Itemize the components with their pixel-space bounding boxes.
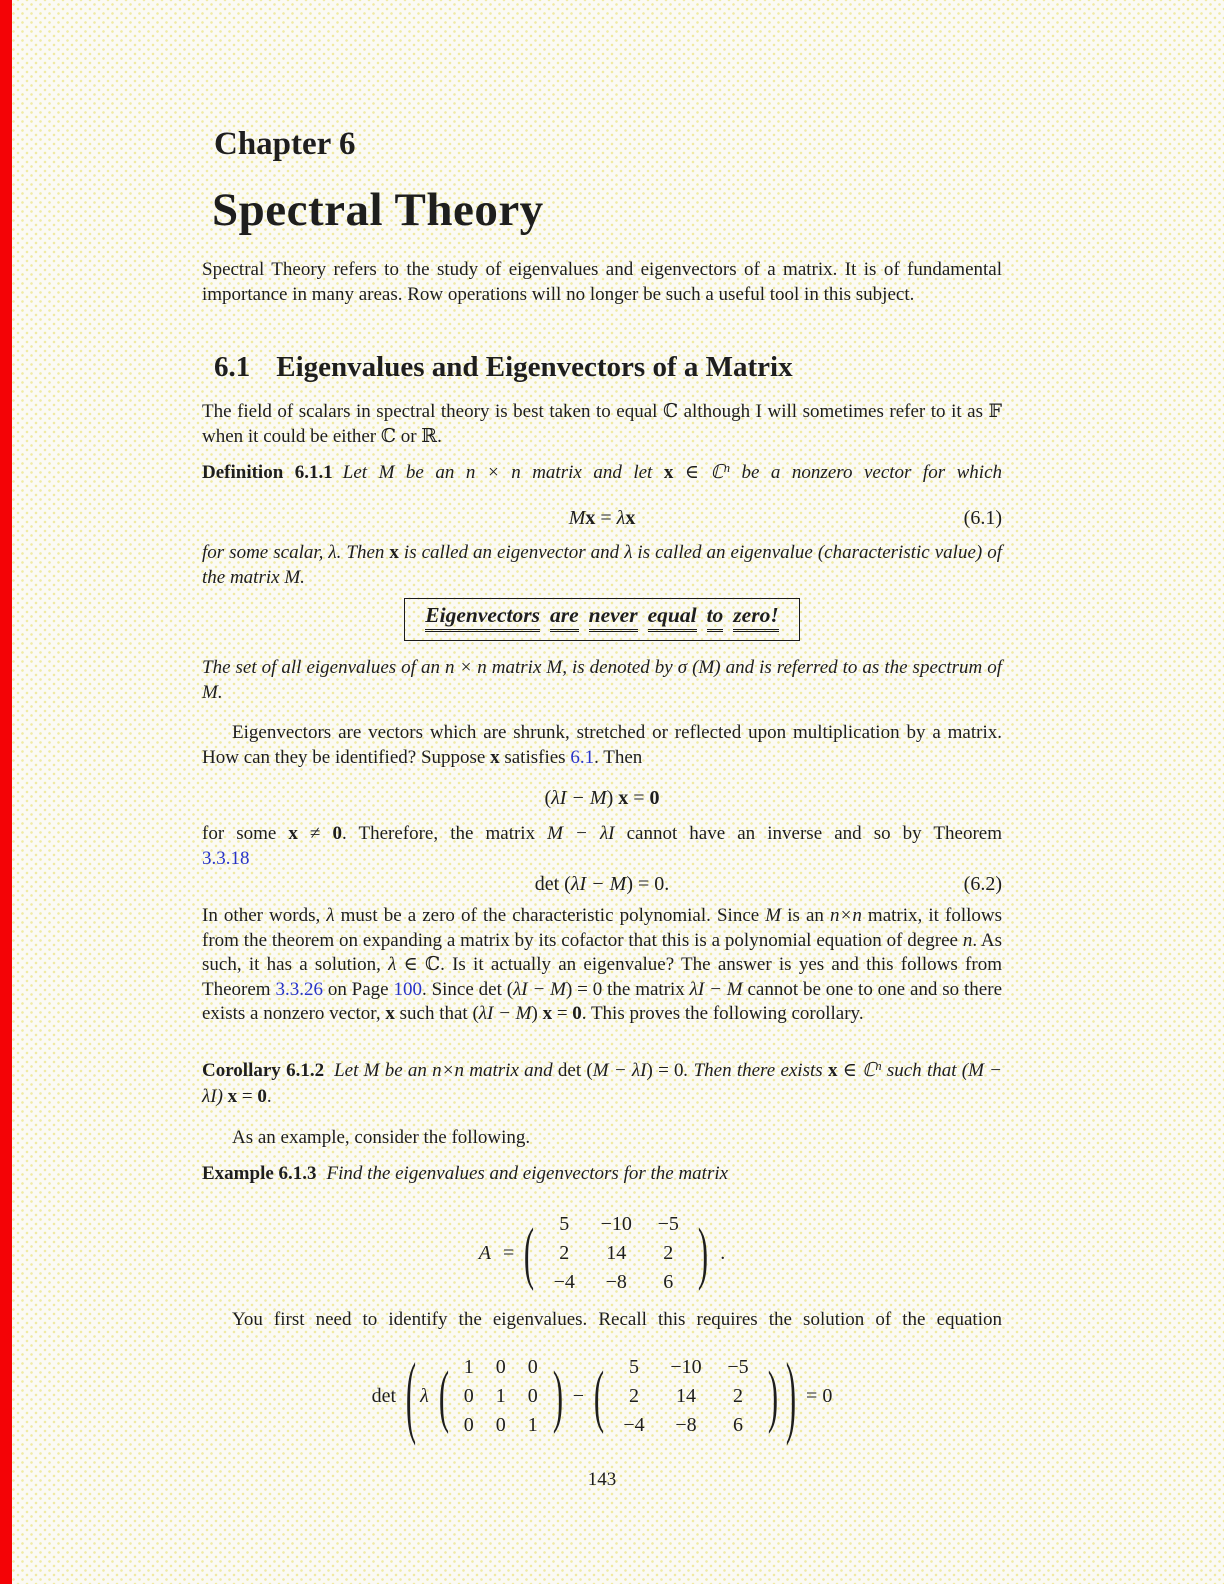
text-fragment: ( xyxy=(544,787,552,809)
text-fragment: det ( xyxy=(557,1060,593,1081)
ref-link[interactable]: 6.1 xyxy=(570,746,595,768)
theorem-ref-line xyxy=(202,847,1002,872)
corollary-paragraph xyxy=(202,1059,1002,1109)
matrix-cell: 6 xyxy=(733,1413,744,1436)
example-paragraph xyxy=(202,1162,1002,1187)
equals-zero: = 0 xyxy=(806,1384,833,1407)
left-paren: ( xyxy=(524,1213,535,1292)
matrix-row xyxy=(608,1411,764,1440)
text-fragment: ∈ ℂ xyxy=(673,462,724,483)
matrix-a xyxy=(538,1210,694,1297)
matrix-cell: 2 xyxy=(629,1384,640,1407)
text-fragment: on Page xyxy=(322,978,394,1000)
equation-eigen xyxy=(202,786,1002,811)
example-intro xyxy=(202,1126,1002,1151)
text-fragment: Find the eigenvalues and eigenvectors for the matrix xyxy=(326,1163,729,1184)
text-fragment: ) xyxy=(531,1003,543,1024)
text-fragment: x xyxy=(827,1060,838,1081)
boxed-word: Eigenvectors xyxy=(425,603,540,632)
matrix-cell: −4 xyxy=(623,1413,645,1436)
text-fragment: = xyxy=(552,1003,573,1024)
matrix-a-copy xyxy=(608,1353,764,1440)
text-fragment: ) xyxy=(216,1085,228,1107)
identity-left-paren: ( xyxy=(438,1356,449,1435)
left-edge-stripe xyxy=(0,0,12,1584)
matrix-cell: 0 xyxy=(463,1413,474,1436)
text-fragment: . Then there exists xyxy=(683,1060,828,1081)
text-fragment: M xyxy=(765,905,782,926)
page-number: 143 xyxy=(587,1469,617,1490)
text-fragment: ∈ ℂ. Is it actually an eigenvalue? The answer is yes and this follows from Theorem xyxy=(202,954,1002,1000)
matrix-row xyxy=(608,1353,764,1382)
text-fragment: λ xyxy=(616,507,626,529)
matrix-a-equation xyxy=(202,1203,1002,1303)
text-fragment: cannot be one to one and so there exists a nonzero vector, xyxy=(202,978,1002,1024)
text-fragment: . As such, it has a solution, xyxy=(202,929,1002,975)
text-fragment: 0 xyxy=(332,823,342,844)
text-fragment: n xyxy=(962,929,973,951)
transition-paragraph xyxy=(202,1308,1002,1333)
matrix-cell: 0 xyxy=(527,1384,538,1407)
text-fragment: be a nonzero vector for which xyxy=(729,462,1002,483)
matrix-cell: 0 xyxy=(495,1413,506,1436)
matrix-row xyxy=(538,1268,694,1297)
matrix-row xyxy=(453,1382,549,1411)
boxed-word: are xyxy=(550,603,579,632)
lambda-symbol: λ xyxy=(420,1384,429,1407)
text-fragment: The field of scalars in spectral theory is best taken to equal ℂ although I will sometimes refer to it as 𝔽 when it could be either ℂ or ℝ. xyxy=(202,401,1002,447)
text-fragment: λI − M xyxy=(551,787,607,809)
matrix-cell: 1 xyxy=(463,1355,474,1378)
text-fragment: You first need to identify the eigenvalues. Recall this requires the solution of the equation xyxy=(232,1309,1002,1330)
text-fragment: 0 xyxy=(572,1003,582,1024)
characteristic-paragraph xyxy=(202,904,1002,1027)
equation-6-1-body xyxy=(569,507,636,529)
text-fragment: cannot have an inverse and so by Theorem xyxy=(614,823,1002,844)
text-fragment: ) = 0. xyxy=(626,873,670,895)
text-fragment: λI − M xyxy=(689,978,743,1000)
ref-link[interactable]: 100 xyxy=(393,978,422,1000)
matrix-row xyxy=(538,1210,694,1239)
section-number: 6.1 xyxy=(214,351,251,383)
text-fragment: M − λI xyxy=(202,1060,1003,1107)
text-fragment: satisfies xyxy=(499,746,571,768)
text-fragment: = xyxy=(628,787,650,809)
text-fragment: x xyxy=(389,542,399,563)
text-fragment: M xyxy=(568,507,586,529)
matrix-a-variable: A xyxy=(478,1241,491,1264)
boxed-word: never xyxy=(589,603,638,632)
text-fragment: det ( xyxy=(534,873,571,895)
boxed-word: to xyxy=(707,603,724,632)
equation-6-2 xyxy=(202,872,1002,897)
matrix-row xyxy=(538,1239,694,1268)
callout-box xyxy=(404,598,799,641)
corollary-label: Corollary 6.1.2 xyxy=(202,1060,325,1081)
text-fragment: x xyxy=(625,507,636,529)
identify-paragraph xyxy=(202,721,1002,770)
matrix-left-paren: ( xyxy=(593,1356,605,1435)
chapter-label: Chapter 6 xyxy=(214,126,356,162)
matrix-cell: −8 xyxy=(675,1413,697,1436)
intro-paragraph xyxy=(202,258,1002,307)
text-fragment: x xyxy=(490,746,500,768)
text-fragment: λI − M xyxy=(478,1003,532,1024)
matrix-row xyxy=(453,1353,549,1382)
example-label: Example 6.1.3 xyxy=(202,1163,317,1184)
text-fragment: n xyxy=(723,460,730,475)
boxed-word: zero! xyxy=(733,603,778,632)
text-fragment: λ xyxy=(388,954,397,975)
text-fragment: M − λI xyxy=(592,1060,647,1081)
equation-6-2-body xyxy=(535,873,670,895)
text-fragment: is called an eigenvector and λ is called an eigenvalue (characteristic value) of the matrix M. xyxy=(202,542,1002,588)
text-fragment: x xyxy=(385,1003,395,1024)
matrix-cell: 2 xyxy=(733,1384,744,1407)
matrix-cell: 14 xyxy=(676,1384,697,1407)
text-fragment: n×n xyxy=(830,905,862,926)
matrix-cell: 5 xyxy=(559,1212,570,1235)
matrix-cell: −5 xyxy=(657,1212,679,1235)
section-title: Eigenvalues and Eigenvectors of a Matrix xyxy=(276,351,793,383)
minus-operator: − xyxy=(572,1384,585,1407)
equation-6-1 xyxy=(202,506,1002,531)
matrix-row xyxy=(453,1411,549,1440)
text-fragment: x xyxy=(618,787,629,809)
spectrum-paragraph xyxy=(202,656,1002,705)
ref-link[interactable]: 3.3.18 xyxy=(202,848,250,869)
equals-sign: = xyxy=(502,1241,515,1264)
definition-paragraph xyxy=(202,461,1002,487)
matrix-cell: −5 xyxy=(727,1355,749,1378)
text-fragment: for some xyxy=(202,823,289,844)
definition-lead xyxy=(343,462,1002,483)
text-fragment: x xyxy=(227,1085,238,1107)
field-paragraph xyxy=(202,400,1002,449)
matrix-row xyxy=(608,1382,764,1411)
matrix-cell: 0 xyxy=(495,1355,506,1378)
text-fragment: such that ( xyxy=(394,1003,479,1024)
text-fragment: ≠ xyxy=(297,823,333,844)
text-fragment: λI − M xyxy=(570,873,627,895)
text-fragment: 0 xyxy=(649,787,660,809)
matrix-right-paren: ) xyxy=(767,1356,779,1435)
text-fragment: M − λI xyxy=(547,823,615,844)
text-fragment: λ xyxy=(326,905,335,926)
text-fragment: 0 xyxy=(257,1085,267,1107)
forsome-paragraph xyxy=(202,822,1002,847)
equation-6-1-tag: (6.1) xyxy=(963,507,1002,529)
matrix-cell: 1 xyxy=(495,1384,506,1407)
text-fragment: . This proves the following corollary. xyxy=(581,1003,864,1024)
matrix-cell: −8 xyxy=(605,1270,627,1293)
text-fragment: Eigenvectors are vectors which are shrunk, stretched or reflected upon multiplication by a matrix. How can they be identified? Suppose xyxy=(202,722,1002,768)
text-fragment: Let M be an n×n matrix and xyxy=(334,1060,558,1081)
matrix-cell: −10 xyxy=(600,1212,632,1235)
matrix-cell: 2 xyxy=(663,1241,674,1264)
chapter-title: Spectral Theory xyxy=(212,184,544,236)
definition-label: Definition 6.1.1 xyxy=(202,462,333,483)
matrix-cell: 6 xyxy=(663,1270,674,1293)
outer-right-paren: ) xyxy=(785,1343,797,1446)
text-fragment: = xyxy=(595,507,617,529)
boxed-word: equal xyxy=(648,603,697,632)
matrix-cell: −10 xyxy=(670,1355,702,1378)
text-fragment: . Therefore, the matrix xyxy=(342,823,548,844)
equation-6-2-tag: (6.2) xyxy=(963,873,1002,895)
identity-right-paren: ) xyxy=(552,1356,563,1435)
text-fragment: The set of all eigenvalues of an n × n matrix M, is denoted by σ (M) and is referred to as the spectrum of M. xyxy=(202,657,1002,703)
right-paren: ) xyxy=(698,1213,709,1292)
text-fragment: ) xyxy=(606,787,619,809)
text-fragment: x xyxy=(585,507,596,529)
det-operator: det xyxy=(371,1384,397,1407)
text-fragment: is an xyxy=(781,905,830,926)
definition-continued xyxy=(202,541,1002,590)
matrix-cell: 1 xyxy=(527,1413,538,1436)
section-heading xyxy=(214,351,1002,384)
matrix-cell: 14 xyxy=(606,1241,627,1264)
identity-matrix xyxy=(453,1353,549,1440)
matrix-cell: 0 xyxy=(463,1384,474,1407)
text-fragment: . Then xyxy=(594,746,643,768)
text-fragment: ) = 0 the matrix xyxy=(566,978,690,1000)
outer-left-paren: ( xyxy=(405,1343,417,1446)
text-fragment: Let M be an n × n matrix and let xyxy=(342,462,664,483)
text-fragment: Spectral Theory refers to the study of eigenvalues and eigenvectors of a matrix. It is of fundamental importance in many areas. Row operations will no longer be such a useful tool in this subject. xyxy=(202,259,1002,305)
text-fragment: . Since det ( xyxy=(421,978,514,1000)
text-fragment: x xyxy=(288,823,298,844)
text-fragment: As an example, consider the following. xyxy=(232,1127,531,1148)
matrix-cell: 5 xyxy=(629,1355,640,1378)
determinant-equation xyxy=(202,1338,1002,1454)
text-fragment: n xyxy=(875,1058,882,1073)
text-fragment: In other words, xyxy=(202,905,327,926)
matrix-cell: −4 xyxy=(553,1270,575,1293)
text-fragment: x xyxy=(663,462,674,483)
text-fragment: matrix, it follows from the theorem on expanding a matrix by its cofactor that this is a polynomial equation of degree xyxy=(202,905,1003,951)
text-fragment: ∈ ℂ xyxy=(837,1060,876,1081)
ref-link[interactable]: 3.3.26 xyxy=(275,978,323,1000)
text-fragment: must be a zero of the characteristic polynomial. Since xyxy=(334,905,766,926)
matrix-cell: 0 xyxy=(527,1355,538,1378)
callout-box-row xyxy=(202,598,1002,641)
matrix-cell: 2 xyxy=(559,1241,570,1264)
text-fragment: λI − M xyxy=(513,978,566,1000)
text-fragment: x xyxy=(542,1003,553,1024)
text-fragment: such that ( xyxy=(881,1060,969,1081)
trailing-period: . xyxy=(720,1241,726,1264)
text-fragment: . xyxy=(266,1085,272,1107)
text-fragment: = xyxy=(237,1085,258,1107)
text-fragment: for some scalar, λ. Then xyxy=(202,542,390,563)
text-fragment: ) = 0 xyxy=(646,1060,684,1081)
example-body xyxy=(327,1163,729,1184)
